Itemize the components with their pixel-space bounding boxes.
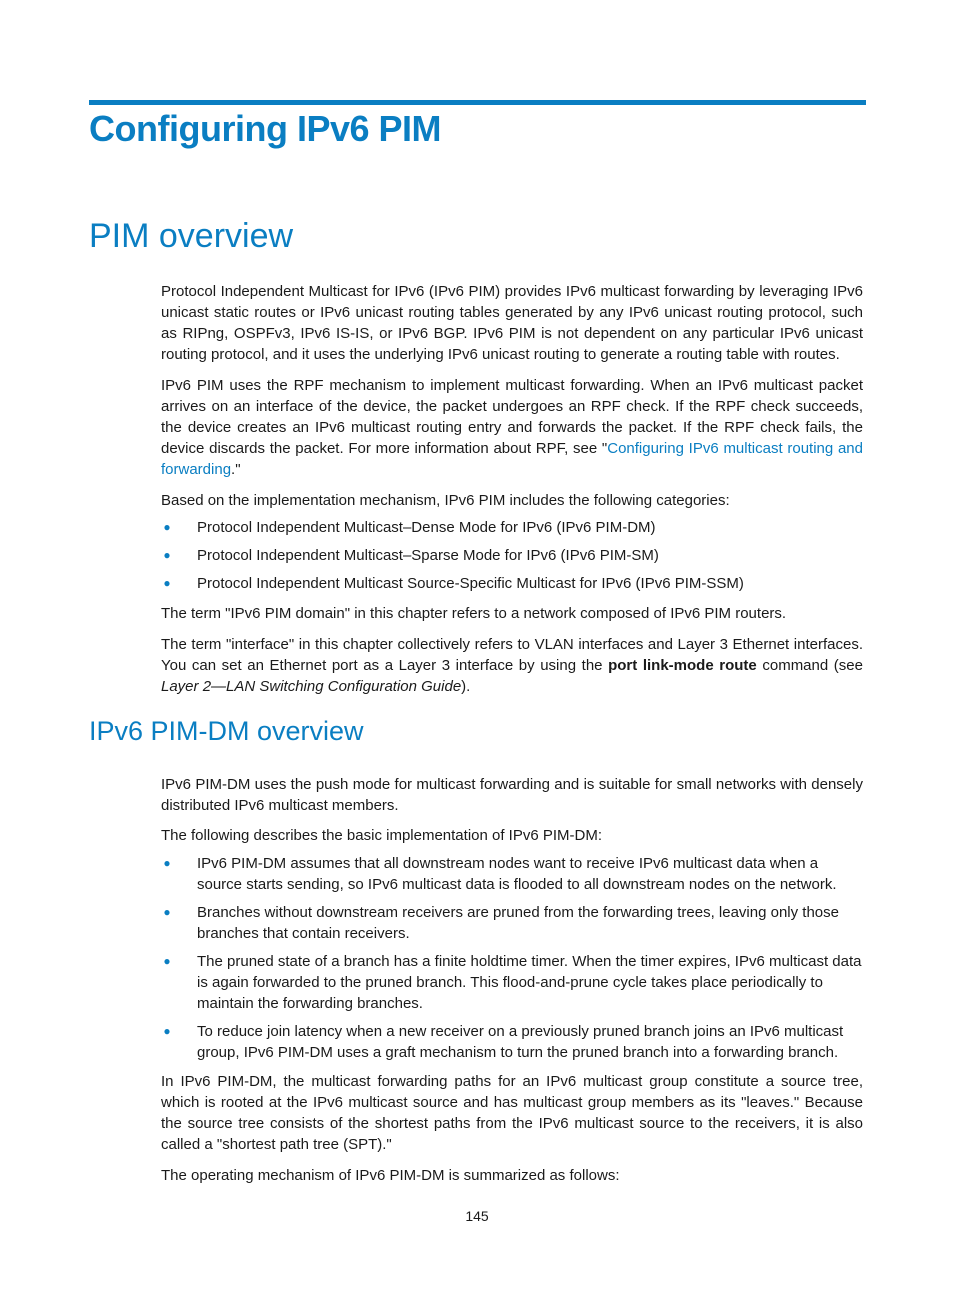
bullet-icon: ●: [163, 1024, 171, 1038]
paragraph: The operating mechanism of IPv6 PIM-DM is summarized as follows:: [161, 1167, 620, 1184]
pim-dm-mechanism-lead: [161, 1165, 863, 1186]
list-item: ● Protocol Independent Multicast Source-Specific Multicast for IPv6 (IPv6 PIM-SSM): [161, 573, 863, 594]
section-heading-pim-overview: PIM overview: [89, 217, 294, 255]
chapter-title: Configuring IPv6 PIM: [89, 108, 442, 149]
pim-dm-implementation-lead: [161, 825, 863, 846]
interface-definition: [161, 634, 863, 697]
paragraph: In IPv6 PIM-DM, the multicast forwarding paths for an IPv6 multicast group constitute a source tree, which is rooted at the IPv6 multicast source and has multicast group members as its "leaves." Because the source tree consists of the shortest paths from the IPv6 multicast source to the receivers, it is also called a "shortest path tree (SPT).": [161, 1073, 863, 1153]
list-item: ● The pruned state of a branch has a finite holdtime timer. When the timer expires, IPv6 multicast data is again forwarded to the pruned branch. This flood-and-prune cycle takes place periodically to maintain the forwarding branches.: [161, 951, 863, 1014]
bullet-icon: ●: [163, 548, 171, 562]
pim-dm-source-tree: [161, 1071, 863, 1155]
pim-category-list: [161, 517, 863, 594]
guide-title: Layer 2—LAN Switching Configuration Guide: [161, 678, 462, 695]
bullet-icon: ●: [163, 954, 171, 968]
pim-domain-definition: [161, 603, 863, 624]
paragraph: The following describes the basic implementation of IPv6 PIM-DM:: [161, 827, 603, 844]
bullet-icon: ●: [163, 576, 171, 590]
pim-overview-intro: [161, 281, 863, 365]
cross-reference-link[interactable]: Configuring IPv6 multicast routing and forwarding: [161, 440, 863, 478]
section-heading-pim-dm-overview: IPv6 PIM-DM overview: [89, 716, 364, 746]
bullet-icon: ●: [163, 905, 171, 919]
list-item: ● To reduce join latency when a new receiver on a previously pruned branch joins an IPv6 multicast group, IPv6 PIM-DM uses a graft mechanism to turn the pruned branch into a forwarding branch.: [161, 1021, 863, 1063]
page-number: 145: [465, 1208, 489, 1224]
paragraph: Protocol Independent Multicast for IPv6 (IPv6 PIM) provides IPv6 multicast forwarding by leveraging IPv6 unicast static routes or IPv6 unicast routing tables generated by any IPv6 unicast routing protocol, such as RIPng, OSPFv3, IPv6 IS-IS, or IPv6 BGP. IPv6 PIM is not dependent on any particular IPv6 unicast routing protocol, and it uses the underlying IPv6 unicast routing to generate a routing table with routes.: [161, 283, 863, 363]
list-item: ● Protocol Independent Multicast–Sparse Mode for IPv6 (IPv6 PIM-SM): [161, 545, 863, 566]
paragraph: IPv6 PIM-DM uses the push mode for multicast forwarding and is suitable for small networks with densely distributed IPv6 multicast members.: [161, 776, 863, 814]
paragraph: The term "IPv6 PIM domain" in this chapter refers to a network composed of IPv6 PIM routers.: [161, 605, 787, 622]
list-item: ● IPv6 PIM-DM assumes that all downstream nodes want to receive IPv6 multicast data when a source starts sending, so IPv6 multicast data is flooded to all downstream nodes on the network.: [161, 853, 863, 895]
paragraph: The term "interface" in this chapter collectively refers to VLAN interfaces and Layer 3 Ethernet interfaces. You can set an Ethernet port as a Layer 3 interface by using the port link-mode route command (see Layer 2—LAN Switching Configuration Guide).: [161, 636, 863, 695]
list-item: ● Protocol Independent Multicast–Dense Mode for IPv6 (IPv6 PIM-DM): [161, 517, 863, 538]
chapter-top-rule: [89, 100, 866, 105]
list-item: ● Branches without downstream receivers are pruned from the forwarding trees, leaving only those branches that contain receivers.: [161, 902, 863, 944]
pim-overview-categories: [161, 490, 863, 511]
bullet-icon: ●: [163, 856, 171, 870]
command-text: port link-mode route: [608, 657, 757, 674]
pim-dm-intro: [161, 774, 863, 816]
pim-dm-implementation-list: [161, 853, 863, 1063]
pim-overview-rpf: [161, 375, 863, 480]
bullet-icon: ●: [163, 520, 171, 534]
paragraph: IPv6 PIM uses the RPF mechanism to implement multicast forwarding. When an IPv6 multicast packet arrives on an interface of the device, the packet undergoes an RPF check. If the RPF check succeeds, the device creates an IPv6 multicast routing entry and forwards the packet. If the RPF check fails, the device discards the packet. For more information about RPF, see "Configuring IPv6 multicast routing and forwarding.": [161, 377, 863, 478]
paragraph: Based on the implementation mechanism, IPv6 PIM includes the following categories:: [161, 492, 730, 509]
